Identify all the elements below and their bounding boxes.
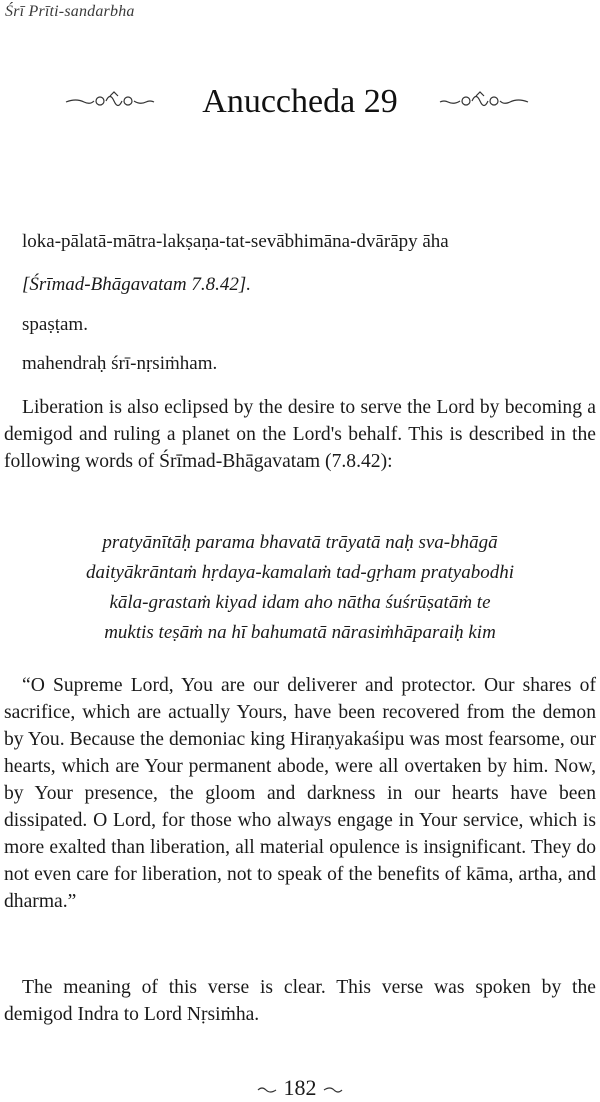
page-footer <box>0 1075 600 1101</box>
small-flourish-icon <box>322 1085 344 1095</box>
page-number: 182 <box>283 1075 317 1100</box>
verse-line: kāla-grastaṁ kiyad idam aho nātha śuśrūṣatāṁ te <box>109 592 491 613</box>
verse-line: daityākrāntaṁ hṛdaya-kamalaṁ tad-gṛham pratyabodhi <box>86 562 514 583</box>
verse-line: pratyānītāḥ parama bhavatā trāyatā naḥ sva-bhāgā <box>102 532 498 553</box>
verse-line: muktis teṣāṁ na hī bahumatā nārasiṁhāparaiḥ kim <box>104 622 496 643</box>
closing-paragraph: The meaning of this verse is clear. This verse was spoken by the demigod Indra to Lord Nṛsiṁha. <box>4 977 596 1025</box>
chapter-title: Anuccheda 29 <box>202 83 398 120</box>
sanskrit-line: loka-pālatā-mātra-lakṣaṇa-tat-sevābhimāna-dvārāpy āha <box>22 231 449 252</box>
sanskrit-line: spaṣṭam. <box>22 314 88 335</box>
small-flourish-icon <box>256 1085 278 1095</box>
verse-block <box>0 528 600 648</box>
floral-scroll-ornament-icon <box>438 90 530 112</box>
translation-paragraph: “O Supreme Lord, You are our deliverer and protector. Our shares of sacrifice, which are actually Yours, have been recovered from the demon by You. Because the demoniac king Hiraṇyakaśipu was most fearsome, our hearts, which are Your permanent abode, were all overtaken by him. Now, by Your presence, the gloom and darkness in our hearts have been dissipated. O Lord, for those who always engage in Your service, which is more exalted than liberation, all material opulence is insignificant. They do not even care for liberation, not to speak of the benefits of kāma, artha, and dharma.” <box>4 675 596 912</box>
verse-reference: [Śrīmad-Bhāgavatam 7.8.42]. <box>22 274 252 295</box>
sanskrit-line: mahendraḥ śrī-nṛsiṁham. <box>22 353 218 374</box>
running-head: Śrī Prīti-sandarbha <box>5 3 135 20</box>
chapter-heading <box>0 80 600 130</box>
intro-paragraph: Liberation is also eclipsed by the desire to serve the Lord by becoming a demigod and ruling a planet on the Lord's behalf. This is described in the following words of Śrīmad-Bhāgavatam (7.8.42): <box>4 397 596 472</box>
